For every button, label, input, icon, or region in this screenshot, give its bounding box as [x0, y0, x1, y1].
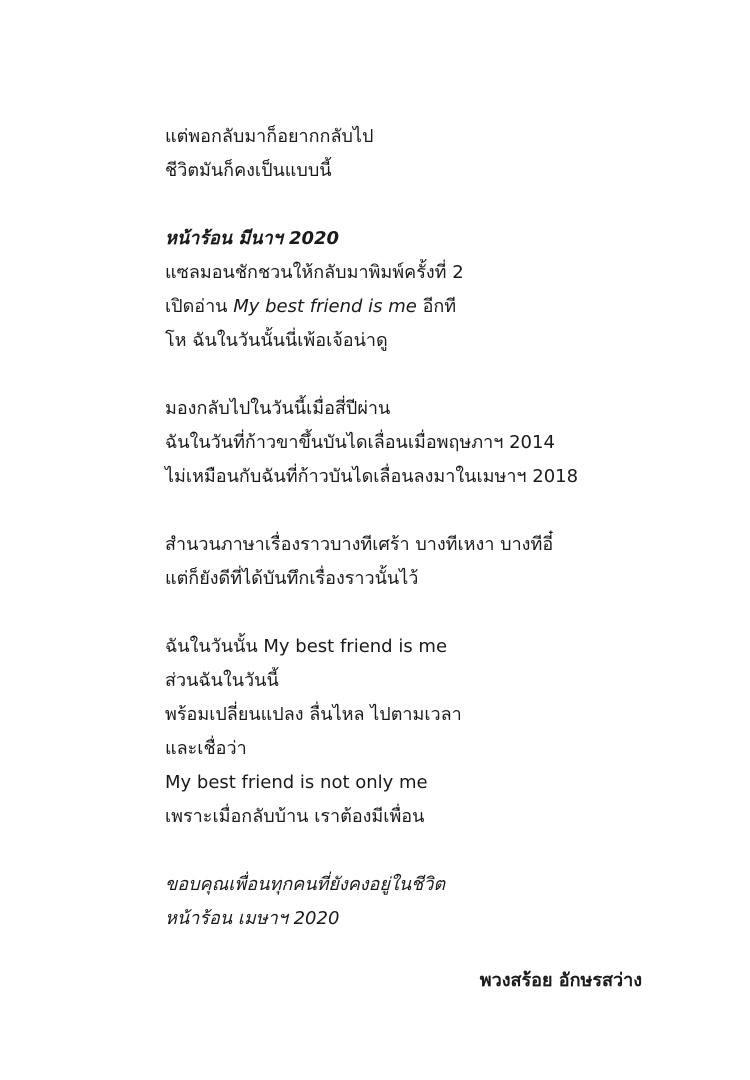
stanza-gap: [165, 596, 685, 630]
poem-line-text: อีกที: [416, 296, 457, 317]
poem-line: ฉันในวันที่ก้าวขาขึ้นบันไดเลื่อนเมื่อพฤษภาฯ 2014: [165, 432, 555, 453]
poem-text: [165, 120, 685, 936]
poem-line: มองกลับไปในวันนี้เมื่อสี่ปีผ่าน: [165, 398, 391, 419]
poem-line: My best friend is not only me: [165, 772, 428, 793]
poem-line: พร้อมเปลี่ยนแปลง ลื่นไหล ไปตามเวลา: [165, 704, 462, 725]
poem-line: ฉันในวันนั้น My best friend is me: [165, 636, 448, 657]
closing-date: หน้าร้อน เมษาฯ 2020: [165, 908, 340, 929]
poem-line: สำนวนภาษาเรื่องราวบางทีเศร้า บางทีเหงา บางทีอี๋: [165, 534, 554, 555]
stanza-gap: [165, 358, 685, 392]
author-signature: พวงสร้อย อักษรสว่าง: [479, 970, 642, 991]
poem-line: แต่ก็ยังดีที่ได้บันทึกเรื่องราวนั้นไว้: [165, 568, 419, 589]
book-title: My best friend is me: [233, 296, 417, 317]
poem-line: แซลมอนชักชวนให้กลับมาพิมพ์ครั้งที่ 2: [165, 262, 464, 283]
closing-line: ขอบคุณเพื่อนทุกคนที่ยังคงอยู่ในชีวิต: [165, 874, 446, 895]
poem-line: โห ฉันในวันนั้นนี่เพ้อเจ้อน่าดู: [165, 330, 388, 351]
poem-line: ชีวิตมันก็คงเป็นแบบนี้: [165, 160, 332, 181]
stanza-gap: [165, 494, 685, 528]
poem-line: และเชื่อว่า: [165, 738, 247, 759]
poem-line-text: เปิดอ่าน: [165, 296, 234, 317]
poem-line: แต่พอกลับมาก็อยากกลับไป: [165, 126, 374, 147]
poem-line: ไม่เหมือนกับฉันที่ก้าวบันไดเลื่อนลงมาในเมษาฯ 2018: [165, 466, 579, 487]
poem-line: [165, 290, 685, 324]
stanza-gap: [165, 834, 685, 868]
section-heading: หน้าร้อน มีนาฯ 2020: [165, 228, 340, 249]
poem-line: เพราะเมื่อกลับบ้าน เราต้องมีเพื่อน: [165, 806, 425, 827]
poem-line: ส่วนฉันในวันนี้: [165, 670, 279, 691]
stanza-gap: [165, 188, 685, 222]
